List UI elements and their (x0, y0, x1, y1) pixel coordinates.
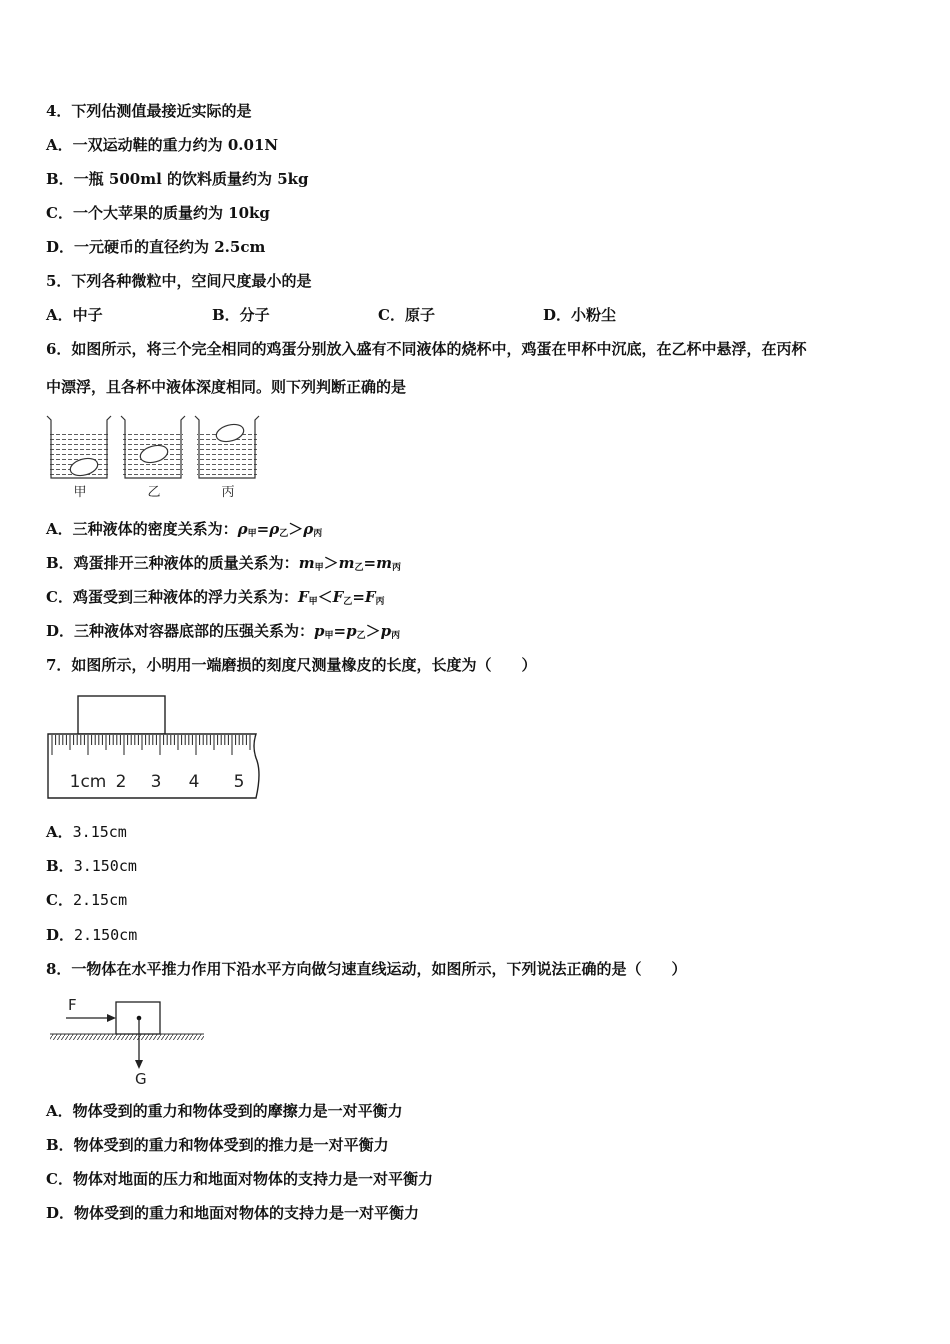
q5-option-b: B．分子 (212, 306, 270, 324)
q6-stem-line1: 6．如图所示，将三个完全相同的鸡蛋分别放入盛有不同液体的烧杯中，鸡蛋在甲杯中沉底，在乙杯中悬浮，在丙杯 (46, 340, 807, 358)
q7-option-b: B．3.150cm (46, 857, 137, 875)
q8-stem: 8．一物体在水平推力作用下沿水平方向做匀速直线运动，如图所示，下列说法正确的是（ ） (46, 960, 687, 978)
q6-option-a: A．三种液体的密度关系为：$\rho_甲=\rho_乙>\rho_丙$ (46, 520, 323, 539)
beaker-jia (47, 416, 111, 478)
eraser (78, 696, 165, 734)
q8-force-figure (44, 994, 208, 1086)
gravity-label: G (135, 1070, 147, 1086)
label-bing: 丙 (221, 485, 235, 500)
ground-hatch (50, 1034, 204, 1040)
ruler-label-2: 2 (115, 772, 127, 792)
push-force-arrowhead (107, 1014, 116, 1022)
q5-option-a: A．中子 (46, 306, 103, 324)
ruler-label-5: 5 (233, 772, 245, 792)
q5-stem: 5．下列各种微粒中，空间尺度最小的是 (46, 272, 312, 290)
q4-option-c: C．一个大苹果的质量约为 10kg (46, 204, 270, 222)
q7-option-a: A．3.15cm (46, 823, 127, 841)
q5-option-c: C．原子 (378, 306, 435, 324)
q4-option-b: B．一瓶 500ml 的饮料质量约为 5kg (46, 170, 309, 188)
q8-option-a: A．物体受到的重力和物体受到的摩擦力是一对平衡力 (46, 1102, 403, 1120)
q8-option-d: D．物体受到的重力和地面对物体的支持力是一对平衡力 (46, 1204, 420, 1222)
ruler-label-3: 3 (150, 772, 162, 792)
q7-ruler-figure (44, 694, 264, 802)
ruler-label-1cm: 1cm (69, 772, 107, 792)
q6-stem-line2: 中漂浮，且各杯中液体深度相同。则下列判断正确的是 (46, 378, 407, 396)
q7-option-c: C．2.15cm (46, 891, 128, 909)
beaker-bing (195, 416, 259, 478)
q8-option-c: C．物体对地面的压力和地面对物体的支持力是一对平衡力 (46, 1170, 433, 1188)
q6-beakers-figure (44, 412, 260, 502)
q6-option-d: D．三种液体对容器底部的压强关系为：$p_甲=p_乙>p_丙$ (46, 622, 401, 641)
gravity-arrowhead (135, 1060, 143, 1069)
q5-option-d: D．小粉尘 (543, 306, 617, 324)
ruler-label-4: 4 (188, 772, 200, 792)
q7-stem: 7．如图所示，小明用一端磨损的刻度尺测量橡皮的长度，长度为（ ） (46, 656, 537, 674)
q4-option-a: A．一双运动鞋的重力约为 0.01N (46, 136, 279, 154)
q4-option-d: D．一元硬币的直径约为 2.5cm (46, 238, 266, 256)
q4-stem: 4．下列估测值最接近实际的是 (46, 102, 252, 120)
q8-option-b: B．物体受到的重力和物体受到的推力是一对平衡力 (46, 1136, 389, 1154)
q7-option-d: D．2.150cm (46, 926, 138, 944)
q6-option-c: C．鸡蛋受到三种液体的浮力关系为：$F_甲<F_乙=F_丙$ (46, 588, 385, 607)
beaker-yi (121, 416, 185, 478)
q6-option-b: B．鸡蛋排开三种液体的质量关系为：$m_甲>m_乙=m_丙$ (46, 554, 401, 573)
label-yi: 乙 (147, 485, 161, 500)
label-jia: 甲 (73, 485, 87, 500)
force-label: F (68, 996, 77, 1014)
